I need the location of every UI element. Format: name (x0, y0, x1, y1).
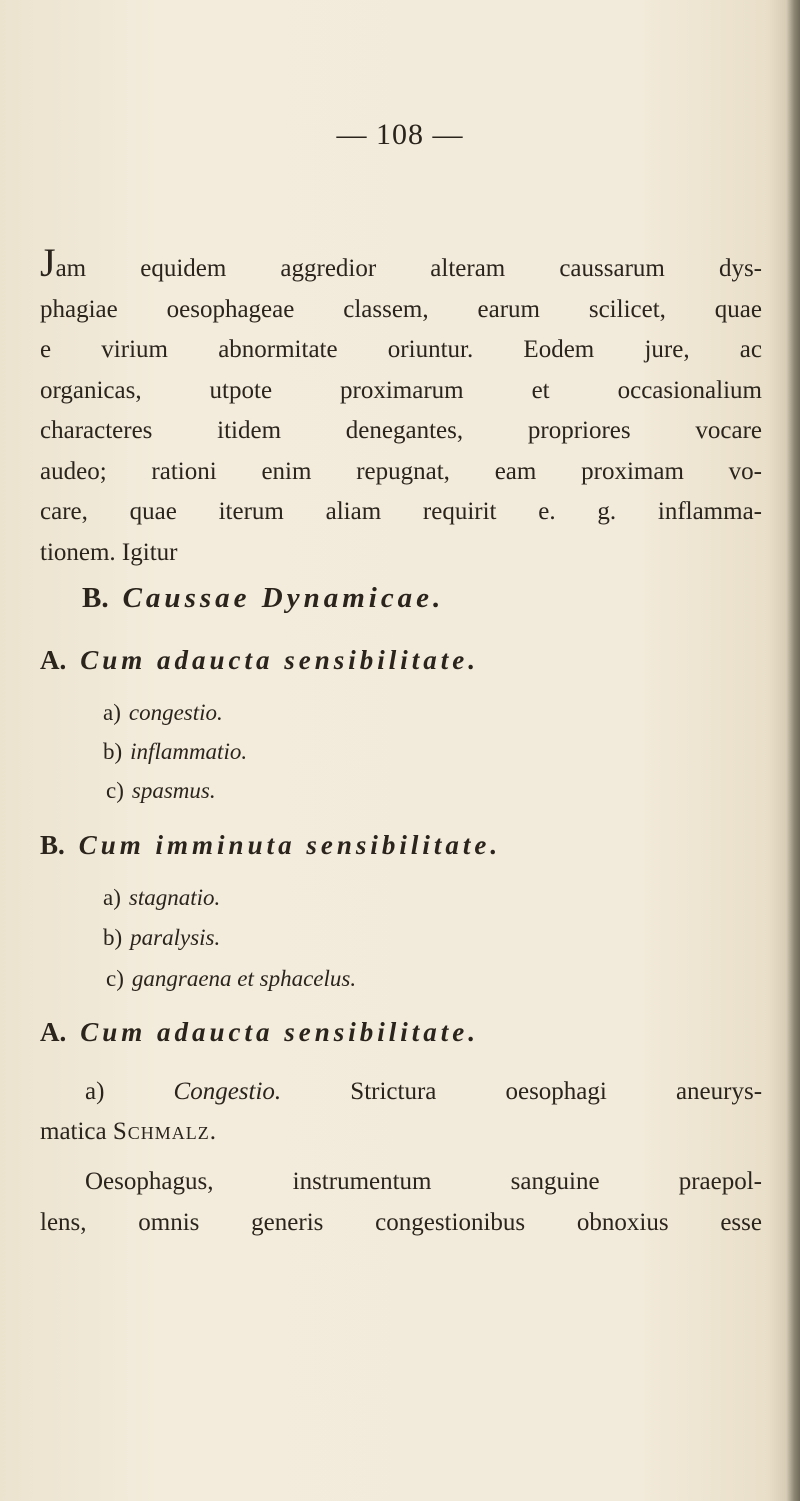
subsection-a-text: Strictura oesophagi aneurys- (350, 1078, 763, 1105)
intro-line-6: audeo; rationi enim repugnat, eam proximam vo- (40, 457, 762, 485)
intro-line-8: tionem. Igitur (40, 538, 178, 566)
intro-paragraph (40, 240, 762, 573)
section-b-heading (82, 582, 444, 615)
intro-line-2: phagiae oesophageae classem, earum scilicet, quae (40, 295, 762, 323)
intro-line-5: characteres itidem denegantes, propriores vocare (40, 417, 762, 444)
list-item: a) stagnatio. (103, 885, 221, 910)
group-a2-title: Cum adaucta sensibilitate. (80, 1017, 480, 1047)
author-name: Schmalz. (112, 1118, 218, 1145)
intro-line-7: care, quae iterum aliam requirit e. g. inflamma- (40, 498, 762, 525)
group-b-label: B. (40, 830, 65, 860)
intro-line-4: organicas, utpote proximarum et occasionalium (40, 376, 762, 404)
section-b-label: B. (82, 582, 109, 614)
intro-line-3: e virium abnormitate oriuntur. Eodem jure, ac (40, 336, 762, 363)
list-item: a) congestio. (103, 700, 223, 725)
group-a-title: Cum adaucta sensibilitate. (80, 645, 480, 675)
list-item: b) inflammatio. (103, 739, 248, 764)
subsection-a-line-2: matica Schmalz. (40, 1118, 218, 1145)
final-line-1: Oesophagus, instrumentum sanguine praepol- (85, 1168, 762, 1195)
final-line-2: lens, omnis generis congestionibus obnoxius esse (40, 1208, 762, 1236)
subsection-a-title: Congestio. (173, 1078, 282, 1105)
subsection-a-line-1 (40, 1072, 762, 1112)
subsection-a (40, 1072, 762, 1152)
list-item: c) gangraena et sphacelus. (106, 966, 357, 991)
group-a2-heading (40, 1017, 479, 1048)
group-a-label: A. (40, 645, 67, 675)
list-item: c) spasmus. (106, 778, 216, 803)
group-b-heading (40, 830, 501, 861)
page-number: — 108 — (336, 118, 464, 151)
group-a2-label: A. (40, 1017, 67, 1047)
group-b-title: Cum imminuta sensibilitate. (78, 830, 502, 860)
intro-line-1: Jam equidem aggredior alteram caussarum dys- (40, 240, 762, 285)
list-item: b) paralysis. (103, 925, 221, 950)
drop-cap: J (40, 240, 56, 285)
page-edge (786, 0, 800, 1501)
subsection-a-marker: a) (85, 1078, 105, 1105)
group-a-heading (40, 645, 479, 676)
final-paragraph (40, 1162, 762, 1243)
section-b-title: Caussae Dynamicae. (122, 582, 445, 614)
